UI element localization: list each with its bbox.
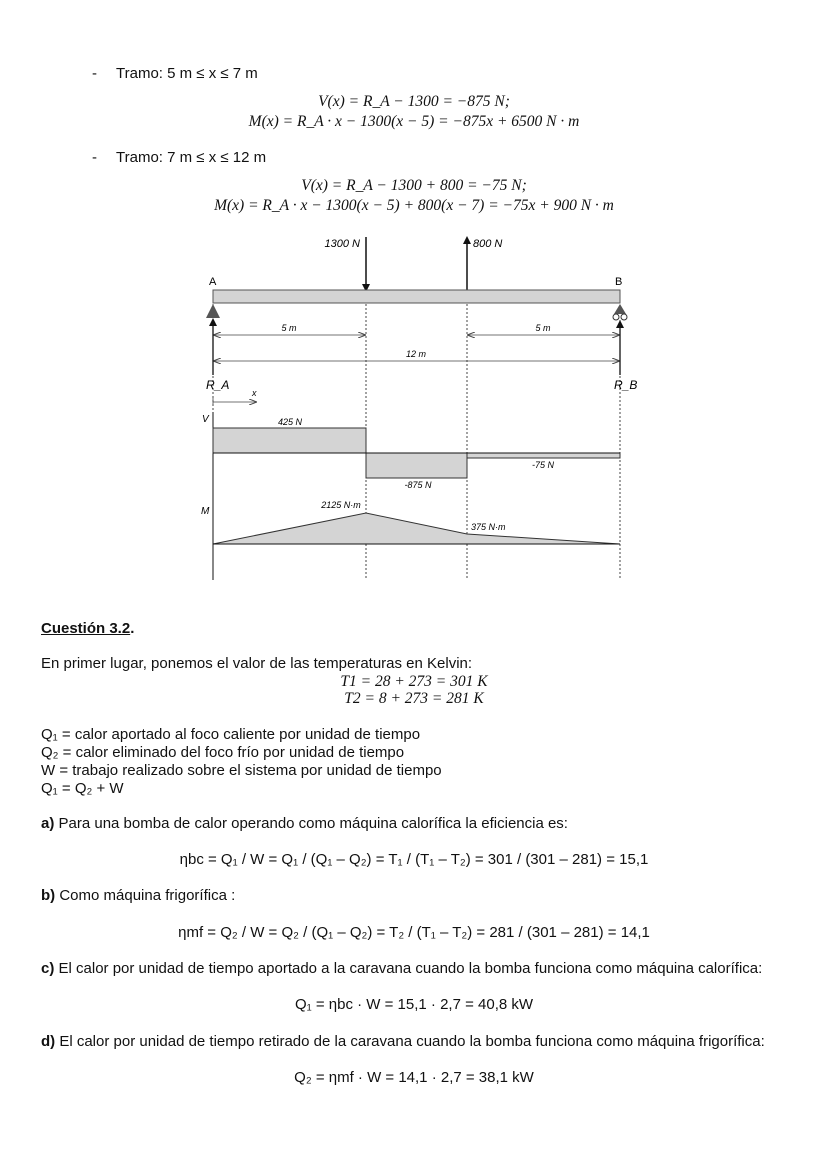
part-a-statement: [41, 815, 568, 832]
roller-wheel-left: [613, 314, 619, 320]
part-a-text: Para una bomba de calor operando como máquina calorífica la eficiencia es:: [54, 815, 568, 832]
part-c-label: c): [41, 960, 55, 977]
part-d-label: d): [41, 1033, 56, 1050]
part-a-label: a): [41, 815, 55, 832]
point-b-label: B: [615, 276, 623, 288]
shear-value-2: -875 N: [404, 480, 432, 490]
load-1300-label: 1300 N: [324, 238, 360, 250]
section-heading: [41, 620, 134, 637]
temperature-t2: T2 = 8 + 273 = 281 K: [344, 690, 484, 707]
section-title-dot: .: [130, 620, 135, 637]
part-a-equation: ηbc = Q₁ / W = Q₁ / (Q₁ – Q₂) = T₁ / (T₁ – T₂) = 301 / (301 – 281) = 15,1: [179, 851, 649, 868]
shear-segment-1: [213, 428, 366, 453]
part-d-equation: Q₂ = ηmf · W = 14,1 · 2,7 = 38,1 kW: [294, 1069, 534, 1086]
part-c-equation: Q₁ = ηbc · W = 15,1 · 2,7 = 40,8 kW: [294, 996, 534, 1013]
beam: [213, 290, 620, 303]
moment-value-7m: 375 N·m: [471, 522, 506, 532]
dim-right-label: 5 m: [535, 323, 551, 333]
part-d-statement: [41, 1033, 765, 1050]
part-d-text: El calor por unidad de tiempo retirado de la caravana cuando la bomba funciona como máquina frigorífica:: [55, 1033, 765, 1050]
reaction-b-label: R_B: [614, 378, 638, 392]
load-800-label: 800 N: [473, 238, 503, 250]
definition-q1: Q₁ = calor aportado al foco caliente por unidad de tiempo: [41, 726, 421, 743]
bullet-dash: -: [92, 65, 97, 82]
part-b-equation: ηmf = Q₂ / W = Q₂ / (Q₁ – Q₂) = T₂ / (T₁ – T₂) = 281 / (301 – 281) = 14,1: [178, 924, 650, 941]
moment-area: [213, 513, 620, 544]
moment-value-max: 2125 N·m: [321, 500, 361, 510]
x-axis-label: x: [252, 388, 257, 398]
tramo-2-shear-equation: V(x) = R_A − 1300 + 800 = −75 N;: [301, 177, 527, 194]
roller-wheel-right: [621, 314, 627, 320]
moment-axis-label: M: [201, 506, 210, 517]
intro-text: En primer lugar, ponemos el valor de las temperaturas en Kelvin:: [41, 655, 473, 672]
temperature-t1: T1 = 28 + 273 = 301 K: [340, 673, 488, 690]
part-c-statement: [41, 960, 762, 977]
shear-value-1: 425 N: [277, 417, 303, 427]
dim-left-label: 5 m: [281, 323, 297, 333]
part-b-label: b): [41, 887, 56, 904]
reaction-a-label: R_A: [206, 378, 230, 392]
definition-w: W = trabajo realizado sobre el sistema por unidad de tiempo: [41, 762, 442, 779]
definition-q2: Q₂ = calor eliminado del foco frío por unidad de tiempo: [41, 744, 405, 761]
point-a-label: A: [209, 276, 217, 288]
definition-balance: Q₁ = Q₂ + W: [41, 780, 124, 797]
section-title: Cuestión 3.2: [41, 620, 131, 637]
tramo-1-shear-equation: V(x) = R_A − 1300 = −875 N;: [318, 93, 510, 110]
tramo-2-label: Tramo: 7 m ≤ x ≤ 12 m: [116, 149, 267, 166]
shear-segment-3: [467, 453, 620, 458]
support-b-roller: [614, 304, 626, 314]
tramo-2-moment-equation: M(x) = R_A · x − 1300(x − 5) + 800(x − 7) = −75x + 900 N · m: [214, 197, 614, 214]
dim-total-label: 12 m: [405, 349, 427, 359]
shear-axis-label: V: [202, 414, 209, 425]
shear-segment-2: [366, 453, 467, 478]
bullet-dash: -: [92, 149, 97, 166]
part-b-statement: [41, 887, 235, 904]
part-b-text: Como máquina frigorífica :: [55, 887, 236, 904]
shear-value-3: -75 N: [531, 460, 555, 470]
support-a-pin: [206, 304, 220, 318]
part-c-text: El calor por unidad de tiempo aportado a la caravana cuando la bomba funciona como máquina calorífica:: [54, 960, 763, 977]
tramo-1-label: Tramo: 5 m ≤ x ≤ 7 m: [116, 65, 258, 82]
tramo-1-moment-equation: M(x) = R_A · x − 1300(x − 5) = −875x + 6500 N · m: [248, 113, 580, 130]
